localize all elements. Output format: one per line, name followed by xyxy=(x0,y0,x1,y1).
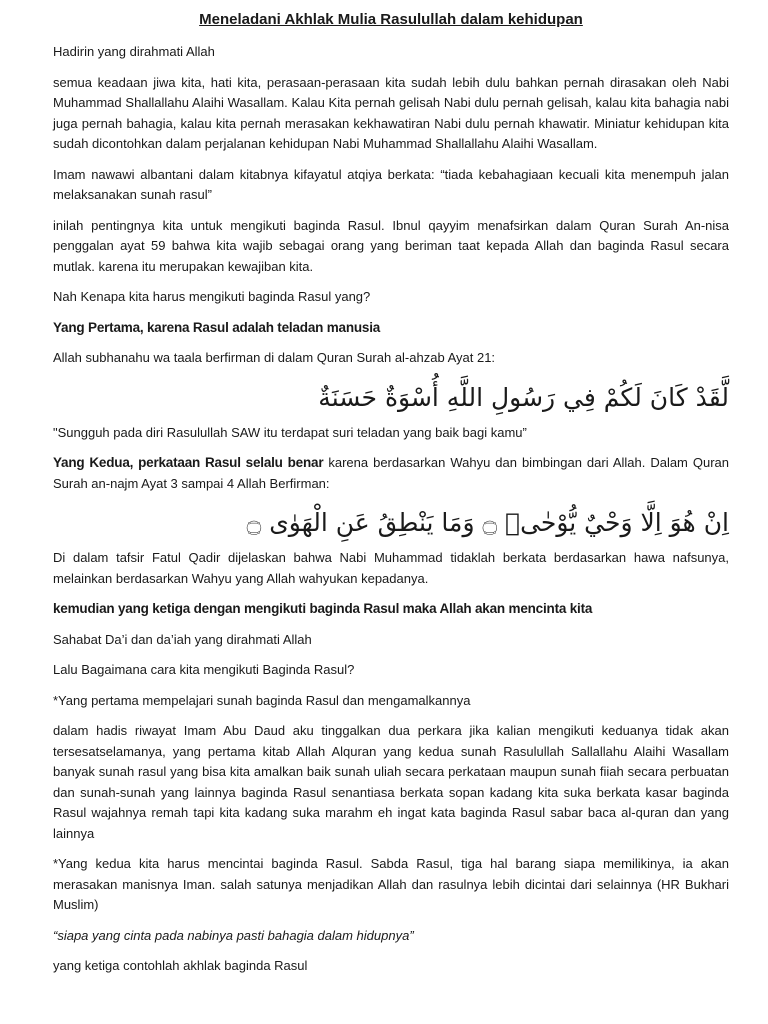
love-quote: “siapa yang cinta pada nabinya pasti bahagia dalam hidupnya” xyxy=(53,927,414,943)
first-way-paragraph: *Yang pertama mempelajari sunah baginda Rasul dan mengamalkannya xyxy=(53,692,471,708)
intro-paragraph: semua keadaan jiwa kita, hati kita, perasaan-perasaan kita sudah lebih dulu bahkan pernah dirasakan oleh Nabi Muhammad Shallallahu Alaihi Wasallam. Kalau Kita pernah gelisah Nabi dulu pernah gelisah, kalau kita bahagia nabi juga pernah bahagia, kalau kita pernah merasakan kekhawatiran Nabi dulu pernah khawatir. Miniatur kehidupan kita sudah dicontohkan dalam perjalanan kehidupan Nabi Muhammad Shallallahu Alaihi Wasallam. xyxy=(53,74,729,151)
greeting-paragraph: Hadirin yang dirahmati Allah xyxy=(53,44,215,59)
heading-second-reason: Yang Kedua, perkataan Rasul selalu benar xyxy=(53,455,324,470)
second-reason-paragraph xyxy=(53,453,729,494)
second-reason-text: karena berdasarkan Wahyu dan bimbingan dari Allah. Dalam Quran Surah an-najm Ayat 3 sampai 4 Allah Berfirman: xyxy=(53,455,729,491)
imam-nawawi-paragraph: Imam nawawi albantani dalam kitabnya kifayatul atqiya berkata: “tiada kebahagiaan kecuali kita menempuh jalan melaksanakan sunah rasul” xyxy=(53,166,729,202)
abu-daud-paragraph: dalam hadis riwayat Imam Abu Daud aku tinggalkan dua perkara jika kalian mengikuti keduanya tidak akan tersesatselamanya, yang pertama kitab Allah Alquran yang kedua sunah Rasulullah Sallallahu Alaihi Wasallam banyak sunah rasul yang bisa kita amalkan baik sunah uliah secara perkataan maupun sunah fiiah secara perbuatan dan sunah-sunah yang lainnya baginda Rasul senantiasa berkata sopan kadang kita suka berkata kasar baginda Rasul wajahnya remah tapi kita kadang suka marahm eh ingat kata baginda Rasul sabar baca al-quran dan yang lainnya xyxy=(53,723,729,841)
how-to-follow-paragraph: Lalu Bagaimana cara kita mengikuti Baginda Rasul? xyxy=(53,662,355,677)
ibnul-qayyim-paragraph: inilah pentingnya kita untuk mengikuti baginda Rasul. Ibnul qayyim menafsirkan dalam Quran Surah An-nisa penggalan ayat 59 bahwa kita wajib sebagai orang yang beriman taat kepada Allah dan baginda Rasul secara mutlak. karena itu merupakan kewajiban kita. xyxy=(53,217,729,274)
heading-first-reason: Yang Pertama, karena Rasul adalah teladan manusia xyxy=(53,319,381,335)
document-page xyxy=(53,10,729,987)
surah-ahzab-intro: Allah subhanahu wa taala berfirman di dalam Quran Surah al-ahzab Ayat 21: xyxy=(53,350,496,365)
greeting-dai-paragraph: Sahabat Da’i dan da’iah yang dirahmati Allah xyxy=(53,631,312,647)
heading-third-reason: kemudian yang ketiga dengan mengikuti baginda Rasul maka Allah akan mencinta kita xyxy=(53,601,593,616)
second-way-paragraph: *Yang kedua kita harus mencintai baginda Rasul. Sabda Rasul, tiga hal barang siapa memilikinya, ia akan merasakan manisnya Iman. salah satunya menjadikan Allah dan rasulnya lebih dicintai dari selainnya (HR Bukhari Muslim) xyxy=(53,856,729,912)
third-way-paragraph: yang ketiga contohlah akhlak baginda Rasul xyxy=(53,958,308,973)
tafsir-paragraph: Di dalam tafsir Fatul Qadir dijelaskan bahwa Nabi Muhammad tidaklah berkata berdasarkan hawa nafsunya, melainkan berdasarkan Wahyu yang Allah wahyukan kepadanya. xyxy=(53,550,729,586)
document-title: Meneladani Akhlak Mulia Rasulullah dalam kehidupan xyxy=(199,11,583,28)
arabic-verse-ahzab: لَّقَدْ كَانَ لَكُمْ فِي رَسُولِ اللَّهِ أُسْوَةٌ حَسَنَةٌ xyxy=(318,382,729,412)
verse-translation: "Sungguh pada diri Rasulullah SAW itu terdapat suri teladan yang baik bagi kamu” xyxy=(53,424,527,440)
arabic-verse-najm: اِنْ هُوَ اِلَّا وَحْيٌ يُّوْحٰىۙ ۝ وَمَا يَنْطِقُ عَنِ الْهَوٰى ۝ xyxy=(246,508,729,537)
question-paragraph: Nah Kenapa kita harus mengikuti baginda Rasul yang? xyxy=(53,289,371,304)
